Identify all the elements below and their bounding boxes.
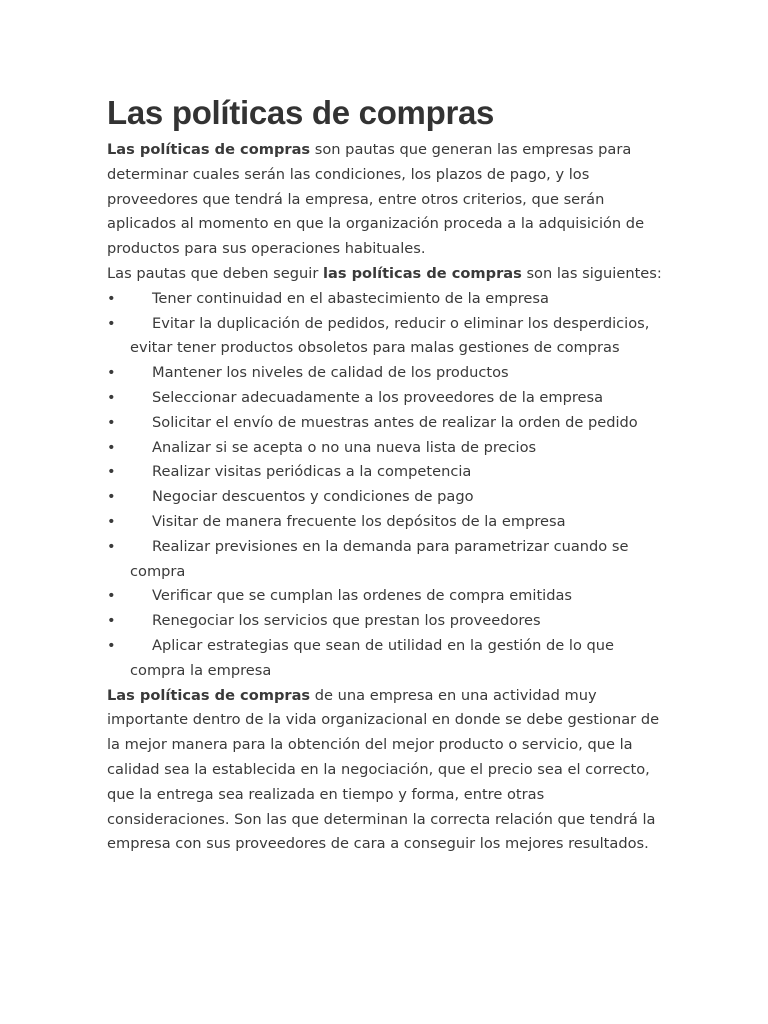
bullet-icon: • bbox=[107, 612, 116, 630]
list-item bbox=[107, 485, 667, 510]
intro-bold-term: Las políticas de compras bbox=[107, 141, 311, 158]
list-item bbox=[107, 287, 667, 312]
list-item-text: Verificar que se cumplan las ordenes de compra emitidas bbox=[152, 587, 573, 605]
bullet-icon: • bbox=[107, 388, 116, 406]
bullet-icon: • bbox=[107, 289, 116, 307]
intro-text: son pautas que generan las empresas para determinar cuales serán las condiciones, los plazos de pago, y los proveedores que tendrá la empresa, entre otros criterios, que serán aplicados al momento en que la organización proceda a la adquisición de productos para sus operaciones habituales. bbox=[107, 141, 645, 258]
bullet-icon: • bbox=[107, 512, 116, 530]
lead-text-before: Las pautas que deben seguir bbox=[107, 264, 323, 282]
bullet-icon: • bbox=[107, 364, 116, 382]
bullet-icon: • bbox=[107, 537, 116, 555]
bullet-icon: • bbox=[107, 488, 116, 506]
bullet-icon: • bbox=[107, 636, 116, 654]
list-item bbox=[107, 361, 667, 386]
list-item bbox=[107, 535, 667, 585]
bullet-icon: • bbox=[107, 438, 116, 456]
list-item bbox=[107, 436, 667, 461]
list-item-text: Visitar de manera frecuente los depósitos de la empresa bbox=[152, 512, 566, 530]
list-item-text: Solicitar el envío de muestras antes de realizar la orden de pedido bbox=[152, 413, 638, 431]
bullet-icon: • bbox=[107, 463, 116, 481]
list-item-text: Realizar visitas periódicas a la competencia bbox=[152, 463, 472, 481]
list-item-text: Renegociar los servicios que prestan los proveedores bbox=[152, 612, 541, 630]
list-item-text: Negociar descuentos y condiciones de pago bbox=[152, 488, 474, 506]
list-item bbox=[107, 510, 667, 535]
list-item bbox=[107, 460, 667, 485]
list-item-text: Analizar si se acepta o no una nueva lista de precios bbox=[152, 438, 537, 456]
page-title: Las políticas de compras bbox=[107, 94, 495, 131]
list-item bbox=[107, 609, 667, 634]
list-item bbox=[107, 411, 667, 436]
list-item bbox=[107, 312, 667, 362]
conclusion-text: de una empresa en una actividad muy importante dentro de la vida organizacional en donde se debe gestionar de la mejor manera para la obtención del mejor producto o servicio, que la calidad sea la establecida en la negociación, que el precio sea el correcto, que la entrega sea realizada en tiempo y forma, entre otras consideraciones. Son las que determinan la correcta relación que tendrá la empresa con sus proveedores de cara a conseguir los mejores resultados. bbox=[107, 686, 660, 853]
document-page bbox=[107, 92, 667, 857]
bullet-icon: • bbox=[107, 314, 116, 332]
lead-bold-term: las políticas de compras bbox=[322, 264, 522, 282]
list-item bbox=[107, 634, 667, 684]
list-item-text: Aplicar estrategias que sean de utilidad en la gestión de lo que compra la empresa bbox=[130, 636, 615, 679]
guidelines-list bbox=[107, 287, 667, 684]
bullet-icon: • bbox=[107, 587, 116, 605]
list-item-text: Evitar la duplicación de pedidos, reducir o eliminar los desperdicios, evitar tener productos obsoletos para malas gestiones de compras bbox=[130, 314, 650, 357]
list-item-text: Mantener los niveles de calidad de los productos bbox=[152, 364, 509, 382]
list-item bbox=[107, 584, 667, 609]
list-item-text: Tener continuidad en el abastecimiento de la empresa bbox=[152, 289, 549, 307]
lead-text-after: son las siguientes: bbox=[521, 264, 662, 282]
conclusion-paragraph bbox=[107, 684, 667, 858]
intro-paragraph bbox=[107, 138, 667, 262]
list-item-text: Seleccionar adecuadamente a los proveedores de la empresa bbox=[152, 388, 604, 406]
list-item bbox=[107, 386, 667, 411]
list-item-text: Realizar previsiones en la demanda para parametrizar cuando se compra bbox=[130, 537, 629, 580]
lead-paragraph bbox=[107, 262, 667, 287]
conclusion-bold-term: Las políticas de compras bbox=[107, 686, 311, 704]
bullet-icon: • bbox=[107, 413, 116, 431]
